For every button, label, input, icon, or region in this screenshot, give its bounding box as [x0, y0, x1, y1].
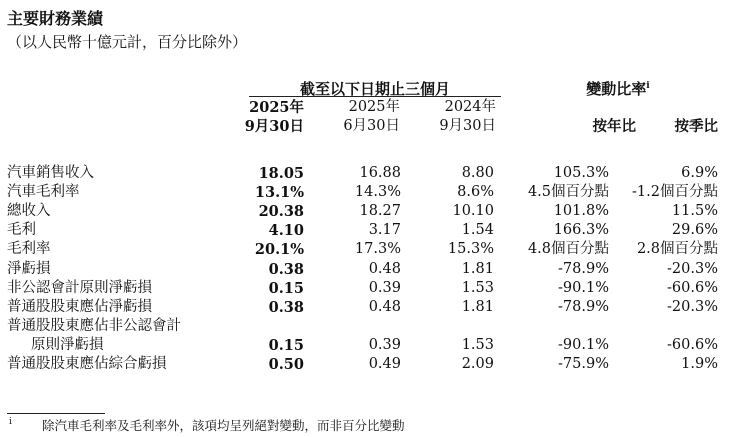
footnote-text: 除汽車毛利率及毛利率外，該項均呈列絕對變動，而非百分比變動 — [42, 418, 405, 433]
column-header-year: 2025年 — [348, 99, 400, 115]
cell-yoy: 101.8% — [553, 203, 609, 219]
cell-prior-year-quarter: 1.53 — [461, 337, 494, 353]
row-label: 普通股股東應佔淨虧損 — [7, 299, 152, 315]
cell-prior-year-quarter: 1.81 — [461, 261, 494, 277]
cell-current-quarter: 4.10 — [268, 222, 304, 239]
cell-current-quarter: 13.1% — [254, 184, 304, 201]
column-header-yoy: 按年比 — [592, 118, 636, 135]
cell-prior-year-quarter: 2.09 — [461, 356, 494, 372]
cell-previous-quarter: 0.49 — [368, 356, 401, 372]
cell-qoq: -1.2個百分點 — [632, 184, 718, 200]
cell-current-quarter: 0.38 — [268, 299, 304, 316]
row-label: 總收入 — [7, 203, 51, 219]
row-label: 毛利 — [7, 222, 36, 238]
period-group-header: 截至以下日期止三個月 — [299, 80, 450, 98]
cell-prior-year-quarter: 10.10 — [452, 203, 494, 219]
cell-yoy: -75.9% — [558, 356, 609, 372]
cell-yoy: 166.3% — [553, 222, 609, 238]
row-label: 普通股股東應佔非公認會計 — [7, 318, 181, 334]
column-header-year: 2024年 — [444, 99, 496, 115]
table-row — [0, 355, 746, 374]
cell-previous-quarter: 0.48 — [368, 299, 401, 315]
row-label: 汽車毛利率 — [7, 184, 80, 200]
cell-qoq: 1.9% — [681, 356, 718, 372]
table-row — [0, 317, 746, 336]
cell-previous-quarter: 0.39 — [368, 280, 401, 296]
cell-prior-year-quarter: 1.81 — [461, 299, 494, 315]
table-row — [0, 164, 746, 183]
cell-current-quarter: 20.1% — [254, 241, 304, 258]
change-rate-header — [548, 78, 688, 99]
table-row — [0, 221, 746, 240]
row-label: 非公認會計原則淨虧損 — [7, 280, 152, 296]
page-title: 主要財務業績 — [7, 9, 104, 28]
footnote-reference: i — [646, 81, 650, 91]
cell-previous-quarter: 18.27 — [359, 203, 401, 219]
cell-prior-year-quarter: 1.53 — [461, 280, 494, 296]
cell-current-quarter: 0.38 — [268, 261, 304, 278]
cell-previous-quarter: 3.17 — [368, 222, 401, 238]
column-header-qoq: 按季比 — [674, 118, 718, 135]
cell-current-quarter: 0.15 — [268, 337, 304, 354]
cell-previous-quarter: 16.88 — [359, 165, 401, 181]
footnote-divider — [7, 413, 105, 414]
table-row — [0, 298, 746, 317]
cell-current-quarter: 0.15 — [268, 280, 304, 297]
cell-yoy: -90.1% — [558, 337, 609, 353]
cell-current-quarter: 0.50 — [268, 356, 304, 373]
row-label: 毛利率 — [7, 241, 51, 257]
cell-previous-quarter: 0.48 — [368, 261, 401, 277]
cell-qoq: 11.5% — [671, 203, 718, 219]
table-row — [0, 240, 746, 259]
cell-prior-year-quarter: 8.6% — [457, 184, 494, 200]
cell-qoq: -20.3% — [667, 261, 718, 277]
row-label: 原則淨虧損 — [31, 337, 104, 353]
cell-prior-year-quarter: 15.3% — [447, 241, 494, 257]
footnote-mark: i — [9, 417, 12, 427]
cell-yoy: -78.9% — [558, 299, 609, 315]
cell-qoq: -60.6% — [667, 337, 718, 353]
row-label: 汽車銷售收入 — [7, 165, 94, 181]
cell-current-quarter: 20.38 — [258, 203, 304, 220]
cell-prior-year-quarter: 8.80 — [461, 165, 494, 181]
cell-yoy: -90.1% — [558, 280, 609, 296]
cell-previous-quarter: 0.39 — [368, 337, 401, 353]
cell-qoq: 6.9% — [681, 165, 718, 181]
table-row — [0, 336, 746, 355]
period-group-underline — [249, 96, 501, 97]
cell-prior-year-quarter: 1.54 — [461, 222, 494, 238]
column-header-date: 9月30日 — [244, 118, 304, 135]
table-row — [0, 183, 746, 202]
cell-yoy: -78.9% — [558, 261, 609, 277]
cell-yoy: 4.8個百分點 — [527, 241, 609, 257]
cell-yoy: 4.5個百分點 — [527, 184, 609, 200]
cell-qoq: 2.8個百分點 — [636, 241, 718, 257]
column-header-current-quarter — [222, 98, 304, 136]
cell-qoq: 29.6% — [671, 222, 718, 238]
table-row — [0, 260, 746, 279]
table-row — [0, 279, 746, 298]
column-header-previous-quarter — [318, 98, 400, 136]
cell-current-quarter: 18.05 — [258, 165, 304, 182]
change-rate-label: 變動比率 — [586, 80, 647, 98]
cell-qoq: -60.6% — [667, 280, 718, 296]
row-label: 普通股股東應佔綜合虧損 — [7, 356, 167, 372]
column-header-date: 6月30日 — [343, 118, 400, 134]
cell-yoy: 105.3% — [553, 165, 609, 181]
table-row — [0, 202, 746, 221]
column-header-prior-year-quarter — [414, 98, 496, 136]
column-header-date: 9月30日 — [439, 118, 496, 134]
cell-qoq: -20.3% — [667, 299, 718, 315]
column-header-year: 2025年 — [249, 99, 304, 116]
unit-note: （以人民幣十億元計，百分比除外） — [7, 33, 248, 51]
cell-previous-quarter: 14.3% — [354, 184, 401, 200]
row-label: 淨虧損 — [7, 261, 51, 277]
cell-previous-quarter: 17.3% — [354, 241, 401, 257]
